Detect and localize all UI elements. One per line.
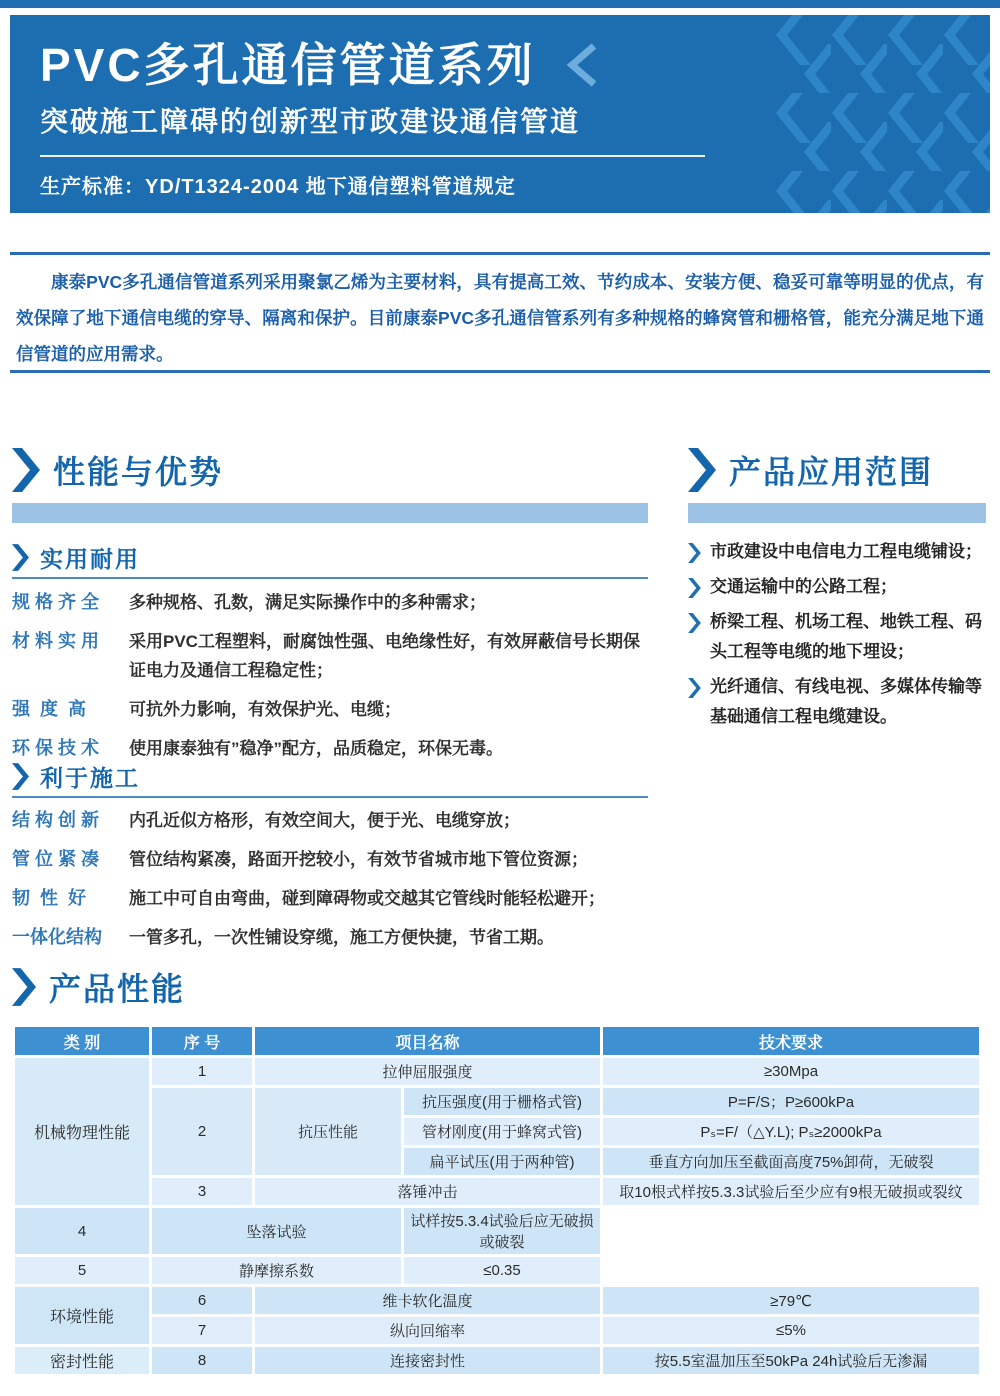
- list-item: [688, 537, 990, 567]
- cell-item-name: 纵向回缩率: [255, 1317, 600, 1344]
- feature-text: 一管多孔，一次性铺设穿缆，施工方便快捷，节省工期。: [129, 928, 554, 947]
- cell-requirement: ≤5%: [603, 1317, 979, 1344]
- section-applications: [688, 447, 933, 493]
- feature-text: 多种规格、孔数，满足实际操作中的多种需求；: [129, 593, 486, 612]
- feature-label: 一体化结构: [12, 927, 102, 947]
- col-header-item-name: 项目名称: [255, 1027, 600, 1055]
- cell-requirement: P=F/S；P≥600kPa: [603, 1088, 979, 1115]
- accent-bar-left: [12, 503, 648, 523]
- feature-label: 韧 性 好: [12, 888, 87, 908]
- right-chevron-icon: [12, 968, 36, 1006]
- feature-label: 材 料 实 用: [12, 631, 100, 651]
- hero-divider: [40, 155, 705, 157]
- cell-requirement: ≤0.35: [404, 1257, 600, 1284]
- list-item: [12, 734, 656, 763]
- cell-sub-item-name: 抗压强度(用于栅格式管): [404, 1088, 600, 1115]
- application-text: 桥梁工程、机场工程、地铁工程、码头工程等电缆的地下埋设；: [710, 612, 982, 661]
- cell-no: 8: [152, 1347, 252, 1374]
- table-row: [15, 1178, 979, 1205]
- subsection-durable: [12, 541, 140, 574]
- col-header-category: 类 别: [15, 1027, 149, 1055]
- page-title: PVC多孔通信管道系列: [40, 39, 536, 91]
- section-title: 性能与优势: [53, 454, 224, 490]
- section-title: 产品应用范围: [729, 454, 934, 490]
- feature-label: 结 构 创 新: [12, 810, 100, 830]
- list-item: [12, 627, 656, 685]
- double-left-chevron-icon: [552, 42, 596, 88]
- section-product-performance: [12, 964, 185, 1010]
- feature-label: 强 度 高: [12, 699, 87, 719]
- cell-requirement: ≥79℃: [603, 1287, 979, 1314]
- cell-requirement: 垂直方向加压至截面高度75%卸荷，无破裂: [603, 1148, 979, 1175]
- hero-banner: [10, 15, 990, 213]
- cell-requirement: 试样按5.3.4试验后应无破损或破裂: [404, 1208, 600, 1254]
- table-row: [15, 1208, 979, 1254]
- cell-requirement: ≥30Mpa: [603, 1058, 979, 1085]
- cell-no: 5: [15, 1257, 149, 1284]
- subsection-title: 实用耐用: [40, 546, 140, 572]
- cell-no: 4: [15, 1208, 149, 1254]
- intro-paragraph: 康泰PVC多孔通信管道系列采用聚氯乙烯为主要材料，具有提高工效、节约成本、安装方便、稳妥可靠等明显的优点，有效保障了地下通信电缆的穿导、隔离和保护。目前康泰PVC多孔通信管系列有多种规格的蜂窝管和栅格管，能充分满足地下通信管道的应用需求。: [16, 272, 984, 364]
- production-standard: 生产标准：YD/T1324-2004 地下通信塑料管道规定: [40, 175, 516, 198]
- cell-category: 机械物理性能: [15, 1058, 149, 1205]
- application-text: 光纤通信、有线电视、多媒体传输等基础通信工程电缆建设。: [710, 677, 982, 726]
- cell-item-name: 维卡软化温度: [255, 1287, 600, 1314]
- col-header-requirement: 技术要求: [603, 1027, 979, 1055]
- application-list: [688, 537, 990, 737]
- divider-bottom: [10, 370, 990, 373]
- table-header-row: [15, 1027, 979, 1055]
- right-chevron-icon: [688, 578, 701, 598]
- cell-sub-item-name: 管材刚度(用于蜂窝式管): [404, 1118, 600, 1145]
- cell-no: 2: [152, 1088, 252, 1175]
- cell-no: 7: [152, 1317, 252, 1344]
- cell-category: 环境性能: [15, 1287, 149, 1344]
- application-text: 市政建设中电信电力工程电缆铺设；: [710, 542, 982, 561]
- feature-text: 采用PVC工程塑料，耐腐蚀性强、电绝缘性好，有效屏蔽信号长期保证电力及通信工程稳定性；: [129, 632, 640, 680]
- list-item: [12, 806, 656, 835]
- table-row: [15, 1257, 979, 1284]
- right-chevron-icon: [688, 543, 701, 563]
- right-chevron-icon: [688, 613, 701, 633]
- feature-label: 管 位 紧 凑: [12, 849, 100, 869]
- cell-item-name: 抗压性能: [255, 1088, 401, 1175]
- feature-text: 内孔近似方格形，有效空间大，便于光、电缆穿放；: [129, 811, 520, 830]
- cell-item-name: 落锤冲击: [255, 1178, 600, 1205]
- table-row: [15, 1347, 979, 1374]
- cell-no: 1: [152, 1058, 252, 1085]
- subsection-underline: [12, 796, 648, 798]
- cell-no: 3: [152, 1178, 252, 1205]
- feature-list-construction: [12, 806, 656, 962]
- top-strip: [0, 0, 1000, 8]
- right-chevron-icon: [12, 763, 29, 790]
- right-chevron-icon: [12, 544, 29, 571]
- right-chevron-icon: [688, 448, 716, 492]
- right-chevron-icon: [688, 678, 701, 698]
- list-item: [12, 884, 656, 913]
- list-item: [688, 607, 990, 667]
- table-row: [15, 1287, 979, 1314]
- section-performance-advantages: [12, 447, 223, 493]
- cell-category: 密封性能: [15, 1347, 149, 1374]
- product-performance-table: [12, 1024, 982, 1377]
- section-title: 产品性能: [49, 971, 186, 1007]
- list-item: [688, 572, 990, 602]
- feature-text: 管位结构紧凑，路面开挖较小，有效节省城市地下管位资源；: [129, 850, 588, 869]
- subsection-underline: [12, 577, 648, 579]
- feature-label: 规 格 齐 全: [12, 592, 100, 612]
- table-row: [15, 1088, 979, 1115]
- list-item: [12, 845, 656, 874]
- col-header-no: 序 号: [152, 1027, 252, 1055]
- divider-top: [10, 252, 990, 255]
- cell-requirement: Pₛ=F/（△Y.L); Pₛ≥2000kPa: [603, 1118, 979, 1145]
- feature-list-durable: [12, 588, 656, 773]
- cell-item-name: 坠落试验: [152, 1208, 401, 1254]
- feature-text: 可抗外力影响，有效保护光、电缆；: [129, 700, 401, 719]
- feature-text: 使用康泰独有”稳净”配方，品质稳定，环保无毒。: [129, 739, 503, 758]
- list-item: [12, 923, 656, 952]
- feature-label: 环 保 技 术: [12, 738, 100, 758]
- list-item: [12, 588, 656, 617]
- list-item: [12, 695, 656, 724]
- right-chevron-icon: [12, 448, 40, 492]
- list-item: [688, 672, 990, 732]
- cell-sub-item-name: 扁平试压(用于两种管): [404, 1148, 600, 1175]
- table-row: [15, 1058, 979, 1085]
- feature-text: 施工中可自由弯曲，碰到障碍物或交越其它管线时能轻松避开；: [129, 889, 605, 908]
- table-row: [15, 1317, 979, 1344]
- cell-requirement: 按5.5室温加压至50kPa 24h试验后无渗漏: [603, 1347, 979, 1374]
- subsection-construction: [12, 760, 140, 793]
- cell-no: 6: [152, 1287, 252, 1314]
- page-subtitle: 突破施工障碍的创新型市政建设通信管道: [40, 105, 581, 137]
- cell-item-name: 拉伸屈服强度: [255, 1058, 600, 1085]
- application-text: 交通运输中的公路工程；: [710, 577, 897, 596]
- cell-item-name: 静摩擦系数: [152, 1257, 401, 1284]
- subsection-title: 利于施工: [40, 765, 140, 791]
- accent-bar-right: [688, 503, 986, 523]
- cell-item-name: 连接密封性: [255, 1347, 600, 1374]
- cell-requirement: 取10根式样按5.3.3试验后至少应有9根无破损或裂纹: [603, 1178, 979, 1205]
